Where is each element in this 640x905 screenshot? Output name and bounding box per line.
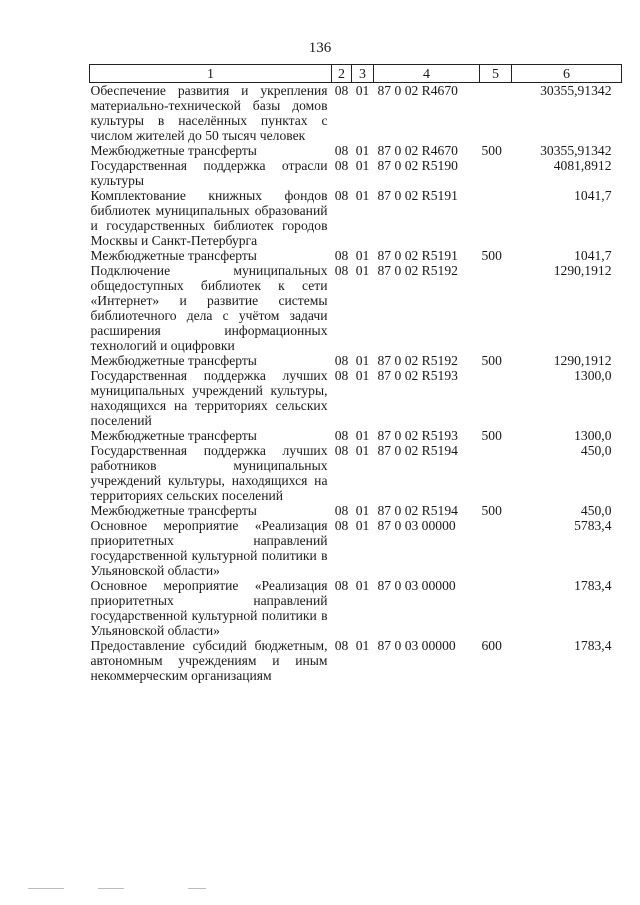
row-section: 08 xyxy=(334,503,349,518)
row-subsection: 01 xyxy=(355,503,370,518)
row-amount: 1290,1912 xyxy=(553,353,612,368)
row-expense-type xyxy=(480,263,512,353)
row-name: Комплектование книжных фондов библиотек муниципальных образований и государственных библиотек городов Москвы и Санкт-Петербурга xyxy=(90,188,328,248)
row-expense-type xyxy=(480,578,512,638)
row-section: 08 xyxy=(334,578,349,593)
row-subsection: 01 xyxy=(355,578,370,593)
row-amount: 1041,7 xyxy=(574,188,612,203)
header-col-6: 6 xyxy=(512,65,622,83)
table-row xyxy=(90,368,622,428)
row-amount: 1300,0 xyxy=(574,428,612,443)
row-name: Межбюджетные трансферты xyxy=(90,503,257,518)
table-body xyxy=(90,83,622,684)
header-col-1: 1 xyxy=(90,65,332,83)
row-amount: 1783,4 xyxy=(574,578,612,593)
row-expense-type xyxy=(480,158,512,188)
row-subsection: 01 xyxy=(355,188,370,203)
row-section: 08 xyxy=(334,368,349,383)
row-name: Межбюджетные трансферты xyxy=(90,428,257,443)
row-target-article: 87 0 02 R5192 xyxy=(377,263,458,278)
row-expense-type: 500 xyxy=(481,248,502,263)
row-target-article: 87 0 02 R5194 xyxy=(377,443,458,458)
table-row xyxy=(90,263,622,353)
row-amount: 5783,4 xyxy=(574,518,612,533)
row-expense-type xyxy=(480,518,512,578)
row-name: Основное мероприятие «Реализация приоритетных направлений государственной культурной политики в Ульяновской области» xyxy=(90,518,328,578)
row-name: Государственная поддержка лучших работников муниципальных учреждений культуры, находящихся на территориях сельских поселений xyxy=(90,443,328,503)
table-row xyxy=(90,248,622,263)
table-row xyxy=(90,83,622,144)
row-section: 08 xyxy=(334,638,349,653)
row-expense-type: 600 xyxy=(481,638,502,653)
row-subsection: 01 xyxy=(355,83,370,98)
row-name: Основное мероприятие «Реализация приоритетных направлений государственной культурной политики в Ульяновской области» xyxy=(90,578,328,638)
row-section: 08 xyxy=(334,248,349,263)
table-row xyxy=(90,578,622,638)
row-amount: 450,0 xyxy=(580,443,612,458)
row-amount: 30355,91342 xyxy=(540,143,612,158)
row-target-article: 87 0 02 R4670 xyxy=(377,143,458,158)
row-subsection: 01 xyxy=(355,353,370,368)
row-subsection: 01 xyxy=(355,443,370,458)
row-target-article: 87 0 03 00000 xyxy=(377,518,456,533)
row-amount: 4081,8912 xyxy=(553,158,612,173)
table-row xyxy=(90,143,622,158)
row-expense-type xyxy=(480,188,512,248)
row-name: Межбюджетные трансферты xyxy=(90,353,257,368)
table-row xyxy=(90,638,622,683)
table-row xyxy=(90,158,622,188)
row-amount: 30355,91342 xyxy=(540,83,612,98)
row-subsection: 01 xyxy=(355,368,370,383)
row-amount: 1041,7 xyxy=(574,248,612,263)
row-name: Обеспечение развития и укрепления материально-технической базы домов культуры в населённых пунктах с числом жителей до 50 тысяч человек xyxy=(90,83,328,143)
row-amount: 1300,0 xyxy=(574,368,612,383)
page-number: 136 xyxy=(308,40,332,56)
row-target-article: 87 0 02 R5194 xyxy=(377,503,458,518)
row-subsection: 01 xyxy=(355,518,370,533)
row-expense-type: 500 xyxy=(481,428,502,443)
row-expense-type: 500 xyxy=(481,503,502,518)
row-amount: 450,0 xyxy=(580,503,612,518)
row-subsection: 01 xyxy=(355,248,370,263)
row-subsection: 01 xyxy=(355,143,370,158)
header-col-3: 3 xyxy=(352,65,374,83)
row-target-article: 87 0 02 R5192 xyxy=(377,353,458,368)
row-section: 08 xyxy=(334,443,349,458)
row-expense-type: 500 xyxy=(481,143,502,158)
table-row xyxy=(90,443,622,503)
row-section: 08 xyxy=(334,353,349,368)
row-subsection: 01 xyxy=(355,158,370,173)
table-row xyxy=(90,428,622,443)
row-section: 08 xyxy=(334,83,349,98)
row-subsection: 01 xyxy=(355,263,370,278)
header-col-5: 5 xyxy=(480,65,512,83)
row-expense-type xyxy=(480,443,512,503)
row-name: Государственная поддержка лучших муниципальных учреждений культуры, находящихся на территориях сельских поселений xyxy=(90,368,328,428)
header-col-2: 2 xyxy=(332,65,352,83)
row-target-article: 87 0 02 R5193 xyxy=(377,428,458,443)
row-subsection: 01 xyxy=(355,428,370,443)
row-target-article: 87 0 02 R5191 xyxy=(377,188,458,203)
row-target-article: 87 0 02 R5193 xyxy=(377,368,458,383)
table-row xyxy=(90,518,622,578)
row-target-article: 87 0 03 00000 xyxy=(377,638,456,653)
row-name: Межбюджетные трансферты xyxy=(90,143,257,158)
row-amount: 1290,1912 xyxy=(553,263,612,278)
header-row xyxy=(90,65,622,83)
row-subsection: 01 xyxy=(355,638,370,653)
table-row xyxy=(90,503,622,518)
row-expense-type xyxy=(480,368,512,428)
table-row xyxy=(90,188,622,248)
row-target-article: 87 0 03 00000 xyxy=(377,578,456,593)
row-name: Государственная поддержка отрасли культуры xyxy=(90,158,328,188)
row-target-article: 87 0 02 R5190 xyxy=(377,158,458,173)
row-name: Предоставление субсидий бюджетным, автономным учреждениям и иным некоммерческим организациям xyxy=(90,638,328,683)
table-row xyxy=(90,353,622,368)
row-section: 08 xyxy=(334,263,349,278)
page-bottom-marks xyxy=(28,888,608,892)
row-expense-type xyxy=(480,83,512,144)
row-target-article: 87 0 02 R4670 xyxy=(377,83,458,98)
budget-table xyxy=(89,64,622,683)
row-section: 08 xyxy=(334,188,349,203)
row-name: Подключение муниципальных общедоступных библиотек к сети «Интернет» и развитие системы библиотечного дела с учётом задачи расширения информационных технологий и оцифровки xyxy=(90,263,328,353)
row-section: 08 xyxy=(334,143,349,158)
row-name: Межбюджетные трансферты xyxy=(90,248,257,263)
row-expense-type: 500 xyxy=(481,353,502,368)
row-section: 08 xyxy=(334,158,349,173)
header-col-4: 4 xyxy=(374,65,480,83)
row-amount: 1783,4 xyxy=(574,638,612,653)
row-section: 08 xyxy=(334,518,349,533)
row-target-article: 87 0 02 R5191 xyxy=(377,248,458,263)
row-section: 08 xyxy=(334,428,349,443)
